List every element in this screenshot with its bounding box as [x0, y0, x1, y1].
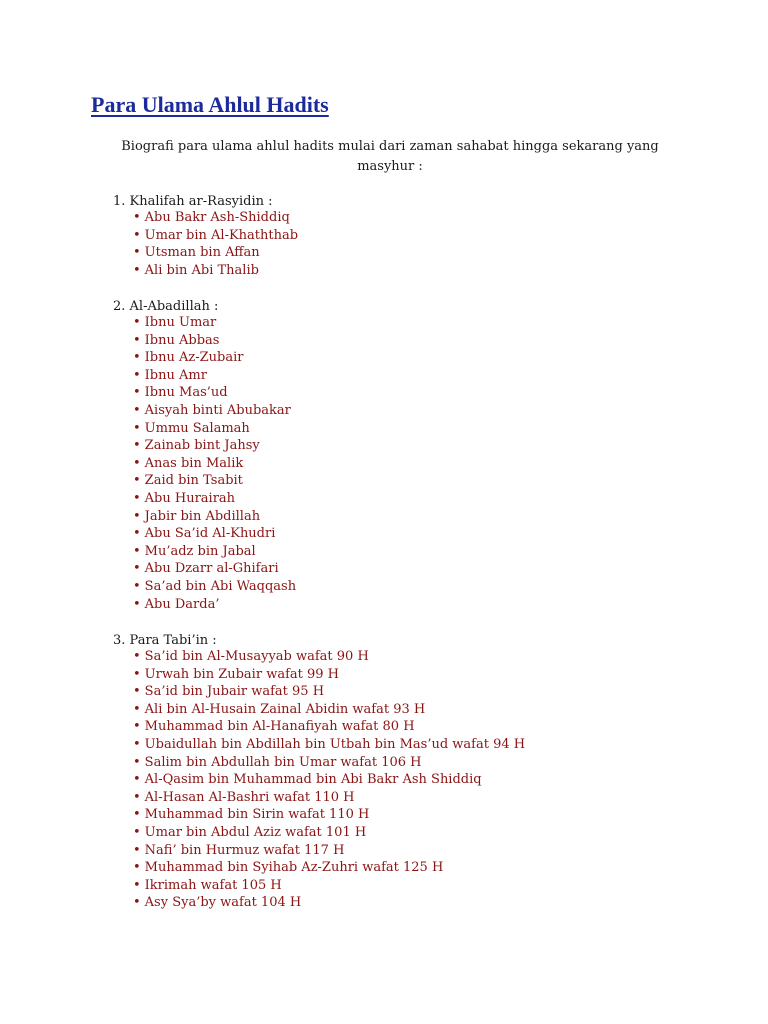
list-item — [133, 508, 296, 526]
section-al-abadillah — [113, 297, 296, 613]
name-list — [113, 648, 525, 912]
bullet-icon: • — [133, 455, 141, 471]
list-item — [133, 314, 296, 332]
list-item-label: Muhammad bin Sirin wafat 110 H — [144, 807, 370, 823]
list-item-label: Ali bin Al-Husain Zainal Abidin wafat 93 H — [144, 701, 426, 717]
bullet-icon: • — [133, 877, 141, 893]
list-item — [133, 666, 525, 684]
list-item — [133, 332, 296, 350]
bullet-icon: • — [133, 350, 141, 366]
list-item-label: Umar bin Al-Khaththab — [144, 227, 299, 243]
list-item-label: Muhammad bin Syihab Az-Zuhri wafat 125 H — [144, 860, 444, 876]
list-item — [133, 543, 296, 561]
list-item — [133, 701, 525, 719]
list-item — [133, 490, 296, 508]
list-item — [133, 842, 525, 860]
list-item-label: Ikrimah wafat 105 H — [144, 877, 282, 893]
list-item-label: Abu Bakr Ash-Shiddiq — [144, 210, 290, 225]
list-item-label: Jabir bin Abdillah — [144, 508, 261, 524]
list-item-label: Abu Darda’ — [144, 596, 220, 612]
bullet-icon: • — [133, 332, 141, 348]
list-item — [133, 578, 296, 596]
list-item — [133, 771, 525, 789]
list-item-label: Abu Sa’id Al-Khudri — [144, 526, 276, 542]
list-item — [133, 472, 296, 490]
list-item — [133, 349, 296, 367]
list-item — [133, 455, 296, 473]
bullet-icon: • — [133, 227, 141, 243]
name-list — [113, 314, 296, 613]
list-item-label: Abu Dzarr al-Ghifari — [144, 561, 279, 577]
list-item-label: Ubaidullah bin Abdillah bin Utbah bin Mas’ud wafat 94 H — [144, 736, 526, 752]
list-item-label: Asy Sya’by wafat 104 H — [144, 895, 302, 911]
list-item-label: Ibnu Umar — [144, 315, 217, 330]
list-item — [133, 384, 296, 402]
list-item — [133, 209, 298, 227]
bullet-icon: • — [133, 490, 141, 506]
bullet-icon: • — [133, 543, 141, 559]
list-item-label: Al-Qasim bin Muhammad bin Abi Bakr Ash Shiddiq — [144, 772, 482, 788]
list-item-label: Ibnu Amr — [144, 367, 207, 383]
list-item-label: Utsman bin Affan — [144, 245, 260, 261]
section-heading: 2. Al-Abadillah : — [113, 299, 219, 314]
list-item — [133, 227, 298, 245]
list-item-label: Muhammad bin Al-Hanafiyah wafat 80 H — [144, 719, 415, 735]
list-item-label: Sa’id bin Jubair wafat 95 H — [144, 684, 325, 700]
list-item-label: Al-Hasan Al-Bashri wafat 110 H — [144, 789, 355, 805]
list-item — [133, 806, 525, 824]
list-item-label: Urwah bin Zubair wafat 99 H — [144, 666, 339, 682]
bullet-icon: • — [133, 860, 141, 876]
bullet-icon: • — [133, 895, 141, 911]
list-item-label: Mu’adz bin Jabal — [144, 543, 256, 559]
bullet-icon: • — [133, 824, 141, 840]
intro-paragraph: Biografi para ulama ahlul hadits mulai dari zaman sahabat hingga sekarang yang masyhur : — [121, 139, 659, 174]
list-item — [133, 402, 296, 420]
list-item-label: Ibnu Mas’ud — [144, 385, 228, 401]
bullet-icon: • — [133, 772, 141, 788]
list-item-label: Abu Hurairah — [144, 490, 236, 506]
bullet-icon: • — [133, 385, 141, 401]
list-item — [133, 754, 525, 772]
list-item-label: Sa’ad bin Abi Waqqash — [144, 578, 297, 594]
bullet-icon: • — [133, 402, 141, 418]
list-item-label: Zainab bint Jahsy — [144, 438, 260, 454]
bullet-icon: • — [133, 578, 141, 594]
list-item-label: Salim bin Abdullah bin Umar wafat 106 H — [144, 754, 422, 770]
list-item — [133, 596, 296, 614]
list-item — [133, 877, 525, 895]
list-item — [133, 718, 525, 736]
list-item-label: Zaid bin Tsabit — [144, 473, 243, 489]
list-item-label: Ali bin Abi Thalib — [144, 262, 259, 278]
section-heading: 3. Para Tabi’in : — [113, 633, 217, 648]
bullet-icon: • — [133, 701, 141, 717]
bullet-icon: • — [133, 754, 141, 770]
name-list — [113, 209, 298, 279]
bullet-icon: • — [133, 807, 141, 823]
list-item-label: Sa’id bin Al-Musayyab wafat 90 H — [144, 649, 369, 664]
list-item-label: Ibnu Abbas — [144, 332, 220, 348]
list-item — [133, 244, 298, 262]
bullet-icon: • — [133, 262, 141, 278]
bullet-icon: • — [133, 649, 141, 664]
bullet-icon: • — [133, 315, 141, 330]
list-item-label: Ummu Salamah — [144, 420, 250, 436]
list-item-label: Aisyah binti Abubakar — [144, 402, 291, 418]
list-item-label: Anas bin Malik — [144, 455, 244, 471]
bullet-icon: • — [133, 789, 141, 805]
bullet-icon: • — [133, 526, 141, 542]
page-title: Para Ulama Ahlul Hadits — [91, 92, 329, 117]
bullet-icon: • — [133, 210, 141, 225]
bullet-icon: • — [133, 719, 141, 735]
bullet-icon: • — [133, 367, 141, 383]
list-item — [133, 894, 525, 912]
bullet-icon: • — [133, 842, 141, 858]
list-item — [133, 824, 525, 842]
section-khalifah-ar-rasyidin — [113, 192, 298, 279]
bullet-icon: • — [133, 684, 141, 700]
list-item — [133, 859, 525, 877]
list-item — [133, 560, 296, 578]
list-item-label: Nafi’ bin Hurmuz wafat 117 H — [144, 842, 345, 858]
list-item — [133, 789, 525, 807]
list-item — [133, 420, 296, 438]
bullet-icon: • — [133, 736, 141, 752]
bullet-icon: • — [133, 666, 141, 682]
bullet-icon: • — [133, 508, 141, 524]
section-heading: 1. Khalifah ar-Rasyidin : — [113, 194, 273, 209]
section-para-tabiin — [113, 631, 525, 912]
list-item — [133, 367, 296, 385]
bullet-icon: • — [133, 561, 141, 577]
list-item-label: Umar bin Abdul Aziz wafat 101 H — [144, 824, 367, 840]
bullet-icon: • — [133, 245, 141, 261]
bullet-icon: • — [133, 596, 141, 612]
list-item-label: Ibnu Az-Zubair — [144, 350, 244, 366]
list-item — [133, 437, 296, 455]
list-item — [133, 683, 525, 701]
list-item — [133, 262, 298, 280]
bullet-icon: • — [133, 438, 141, 454]
bullet-icon: • — [133, 420, 141, 436]
list-item — [133, 736, 525, 754]
bullet-icon: • — [133, 473, 141, 489]
list-item — [133, 525, 296, 543]
list-item — [133, 648, 525, 666]
